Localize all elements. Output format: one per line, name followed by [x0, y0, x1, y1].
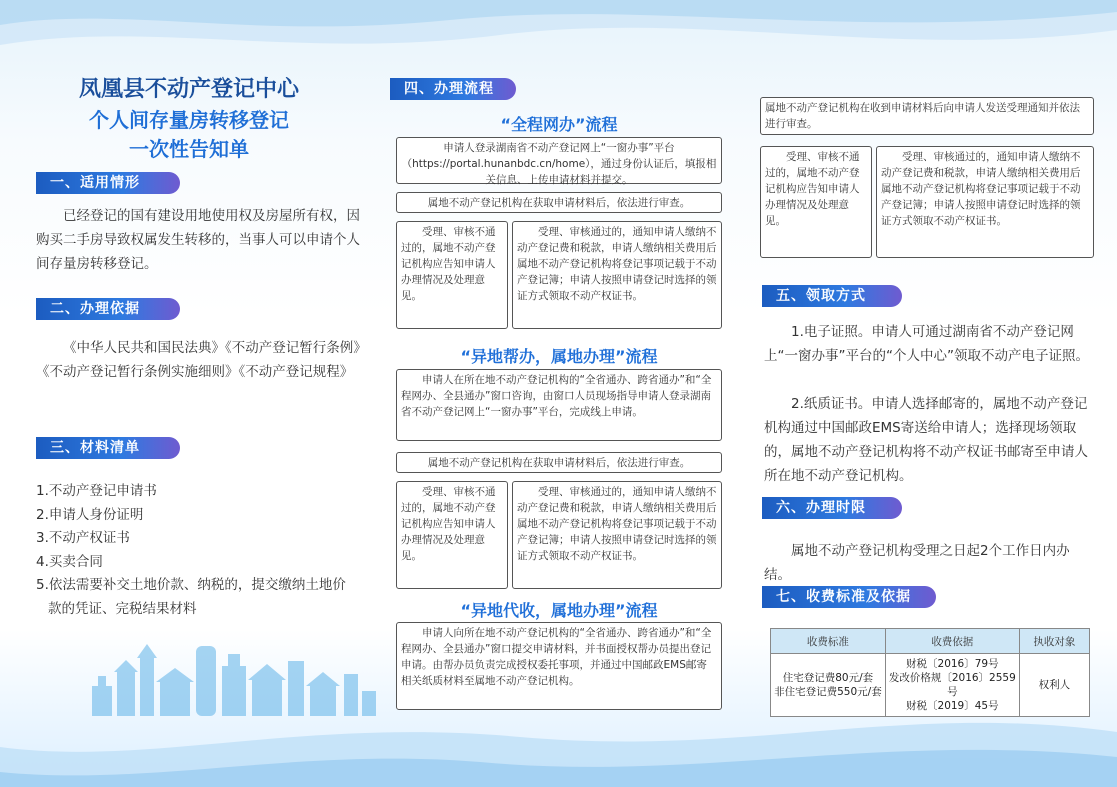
fee-nonresidential: 非住宅登记费550元/套 — [774, 686, 882, 698]
section-basis-text: 《中华人民共和国民法典》《不动产登记暂行条例》《不动产登记暂行条例实施细则》《不动产登记规程》 — [36, 340, 360, 380]
flow1-step1-box: 申请人登录湖南省不动产登记网上“一窗办事”平台（https://portal.hunanbdc.cn/home），通过身份认证后，填报相关信息、上传申请材料并提交。 — [396, 137, 722, 184]
list-item: 1.不动产登记申请书 — [36, 483, 157, 499]
flow2-title: “异地帮办，属地办理”流程 — [460, 347, 658, 366]
table-header-cell: 收费标准 — [771, 629, 886, 654]
section-applicable-header: 一、适用情形 — [36, 172, 180, 194]
table-header-cell: 收费依据 — [885, 629, 1019, 654]
section-fee-header: 七、收费标准及依据 — [762, 586, 936, 608]
section-timelimit-header: 六、办理时限 — [762, 497, 902, 519]
fee-residential: 住宅登记费80元/套 — [782, 672, 874, 684]
flow1-step2-box: 属地不动产登记机构在获取申请材料后，依法进行审查。 — [396, 192, 722, 213]
list-item: 2.申请人身份证明 — [36, 506, 144, 523]
section-applicable-text: 已经登记的国有建设用地使用权及房屋所有权，因购买二手房导致权属发生转移的，当事人可以申请个人间存量房转移登记。 — [36, 208, 360, 272]
flow2-reject-box: 受理、审核不通过的，属地不动产登记机构应告知申请人办理情况及处理意见。 — [396, 481, 508, 589]
flow2-step2-box: 属地不动产登记机构在获取申请材料后，依法进行审查。 — [396, 452, 722, 473]
flow3-approve-box: 受理、审核通过的，通知申请人缴纳不动产登记费和税款，申请人缴纳相关费用后属地不动产登记机构将登记事项记载于不动产登记簿；申请人按照申请登记时选择的领证方式领取不动产权证书。 — [876, 146, 1094, 258]
service-title: 个人间存量房转移登记 — [89, 108, 289, 132]
table-header-row — [771, 629, 1090, 654]
collection-paper-text: 2.纸质证书。申请人选择邮寄的，属地不动产登记机构通过中国邮政EMS寄送给申请人；选择现场领取的，属地不动产登记机构将不动产权证书邮寄至申请人所在地不动产登记机构。 — [764, 396, 1088, 484]
list-item: 3.不动产权证书 — [36, 530, 130, 546]
fee-basis-2: 发改价格规〔2016〕2559号 — [888, 672, 1016, 698]
flow2-approve-box: 受理、审核通过的，通知申请人缴纳不动产登记费和税款，申请人缴纳相关费用后属地不动产登记机构将登记事项记载于不动产登记簿；申请人按照申请登记时选择的领证方式领取不动产权证书。 — [512, 481, 722, 589]
left-column — [0, 0, 378, 787]
section-collection-header: 五、领取方式 — [762, 285, 902, 307]
flow3-step2-box: 属地不动产登记机构在收到申请材料后向申请人发送受理通知并依法进行审查。 — [760, 97, 1094, 135]
flow1-approve-box: 受理、审核通过的，通知申请人缴纳不动产登记费和税款，申请人缴纳相关费用后属地不动产登记机构将登记事项记载于不动产登记簿；申请人按照申请登记时选择的领证方式领取不动产权证书。 — [512, 221, 722, 329]
flow3-title: “异地代收，属地办理”流程 — [460, 601, 658, 620]
fee-table — [770, 628, 1090, 717]
flow1-reject-box: 受理、审核不通过的，属地不动产登记机构应告知申请人办理情况及处理意见。 — [396, 221, 508, 329]
timelimit-text: 属地不动产登记机构受理之日起2个工作日内办结。 — [764, 543, 1070, 583]
list-item: 5.依法需要补交土地价款、纳税的，提交缴纳土地价款的凭证、完税结果材料 — [36, 577, 346, 617]
flow2-step1-box: 申请人在所在地不动产登记机构的“全省通办、跨省通办”和“全程网办、全县通办”窗口咨询，由窗口人员现场指导申请人登录湖南省不动产登记网上“一窗办事”平台，完成线上申请。 — [396, 369, 722, 441]
list-item: 4.买卖合同 — [36, 553, 103, 570]
fee-basis-3: 财税〔2019〕45号 — [906, 700, 999, 712]
table-row — [771, 654, 1090, 717]
city-skyline-illustration — [92, 636, 376, 716]
notice-title: 一次性告知单 — [129, 137, 249, 161]
collection-electronic-text: 1.电子证照。申请人可通过湖南省不动产登记网上“一窗办事”平台的“个人中心”领取不动产电子证照。 — [764, 324, 1089, 364]
section-materials-header: 三、材料清单 — [36, 437, 180, 459]
section-basis-header: 二、办理依据 — [36, 298, 180, 320]
section-process-header: 四、办理流程 — [390, 78, 516, 100]
fee-basis-cell — [885, 654, 1019, 717]
table-header-cell: 执收对象 — [1019, 629, 1089, 654]
middle-column — [378, 0, 740, 787]
materials-list — [36, 480, 354, 621]
fee-target-cell: 权利人 — [1019, 654, 1089, 717]
flow3-step1-box: 申请人向所在地不动产登记机构的“全省通办、跨省通办”和“全程网办、全县通办”窗口提交申请材料，并书面授权帮办员提出登记申请。由帮办员负责完成授权委托事项，并通过中国邮政EMS邮寄相关纸质材料至属地不动产登记机构。 — [396, 622, 722, 710]
center-name-title: 凤凰县不动产登记中心 — [78, 76, 299, 102]
fee-standard-cell — [771, 654, 886, 717]
flow1-title: “全程网办”流程 — [500, 115, 618, 134]
flow3-reject-box: 受理、审核不通过的，属地不动产登记机构应告知申请人办理情况及处理意见。 — [760, 146, 872, 258]
fee-basis-1: 财税〔2016〕79号 — [906, 658, 999, 670]
